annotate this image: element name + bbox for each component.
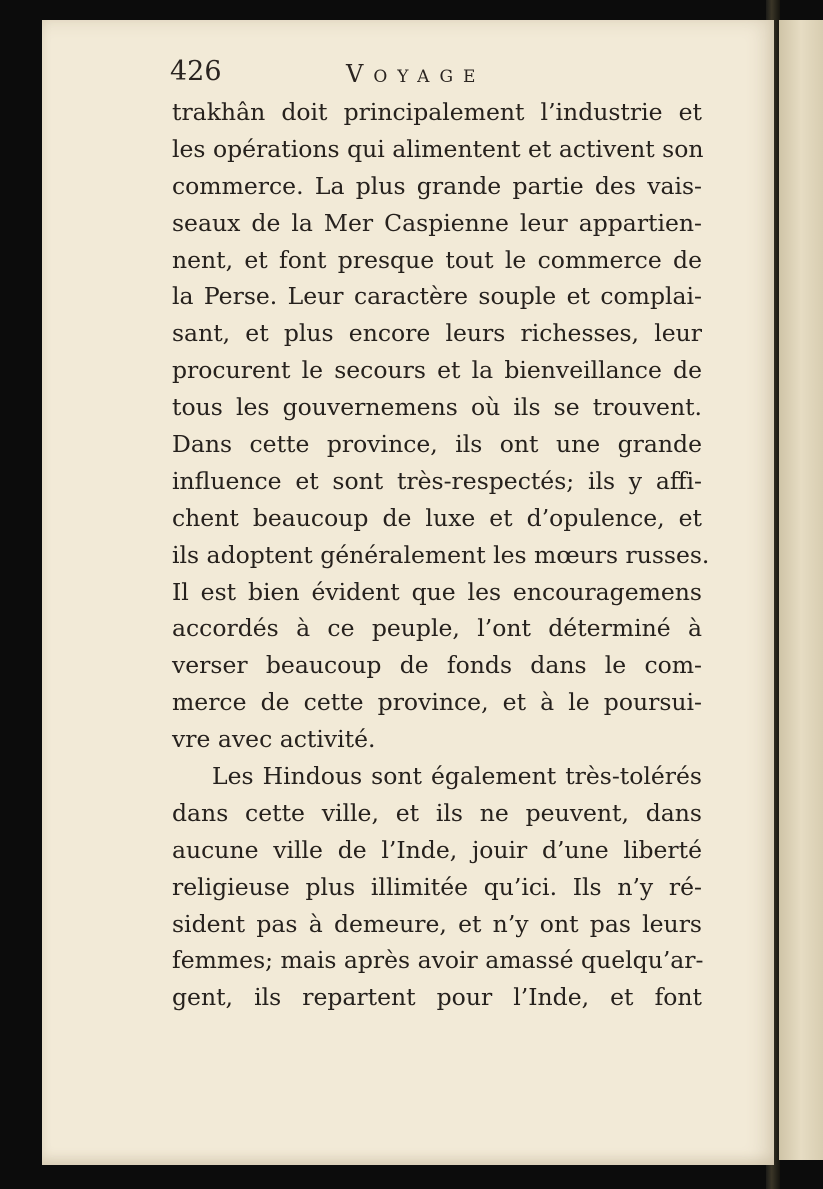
body-text <box>172 94 710 1016</box>
text-line: seaux de la Mer Caspienne leur appartien- <box>172 208 702 237</box>
text-line: aucune ville de l’Inde, jouir d’une liberté <box>172 835 702 864</box>
text-line: femmes; mais après avoir amassé quelqu’ar- <box>172 946 704 975</box>
paragraph-start-line: Les Hindous sont également très-tolérés <box>212 762 702 791</box>
text-line: ils adoptent généralement les mœurs russes. <box>172 540 710 569</box>
text-line: la Perse. Leur caractère souple et complai- <box>172 282 702 311</box>
text-line: accordés à ce peuple, l’ont déterminé à <box>172 614 702 643</box>
running-title: Voyage <box>346 60 486 88</box>
text-line: gent, ils repartent pour l’Inde, et font <box>172 983 702 1012</box>
text-line: commerce. La plus grande partie des vais- <box>172 171 702 200</box>
facing-page-edge <box>779 20 823 1160</box>
page-number: 426 <box>170 56 222 87</box>
text-line: sant, et plus encore leurs richesses, leur <box>172 319 702 348</box>
text-line: les opérations qui alimentent et activent son <box>172 134 704 163</box>
text-line: influence et sont très-respectés; ils y affi- <box>172 466 702 495</box>
text-line: sident pas à demeure, et n’y ont pas leurs <box>172 909 702 938</box>
text-line: procurent le secours et la bienveillance de <box>172 356 702 385</box>
text-line: chent beaucoup de luxe et d’opulence, et <box>172 503 702 532</box>
paragraph-end-line: vre avec activité. <box>172 725 376 754</box>
text-line: religieuse plus illimitée qu’ici. Ils n’y ré- <box>172 872 702 901</box>
text-line: nent, et font presque tout le commerce de <box>172 245 702 274</box>
text-line: verser beaucoup de fonds dans le com- <box>172 651 702 680</box>
text-line: Il est bien évident que les encouragemens <box>172 577 702 606</box>
text-line: dans cette ville, et ils ne peuvent, dans <box>172 798 702 827</box>
text-line: merce de cette province, et à le poursui- <box>172 688 702 717</box>
running-head <box>170 52 710 92</box>
text-line: Dans cette province, ils ont une grande <box>172 430 702 459</box>
text-line: tous les gouvernemens où ils se trouvent. <box>172 393 702 422</box>
text-line: trakhân doit principalement l’industrie et <box>172 98 702 126</box>
